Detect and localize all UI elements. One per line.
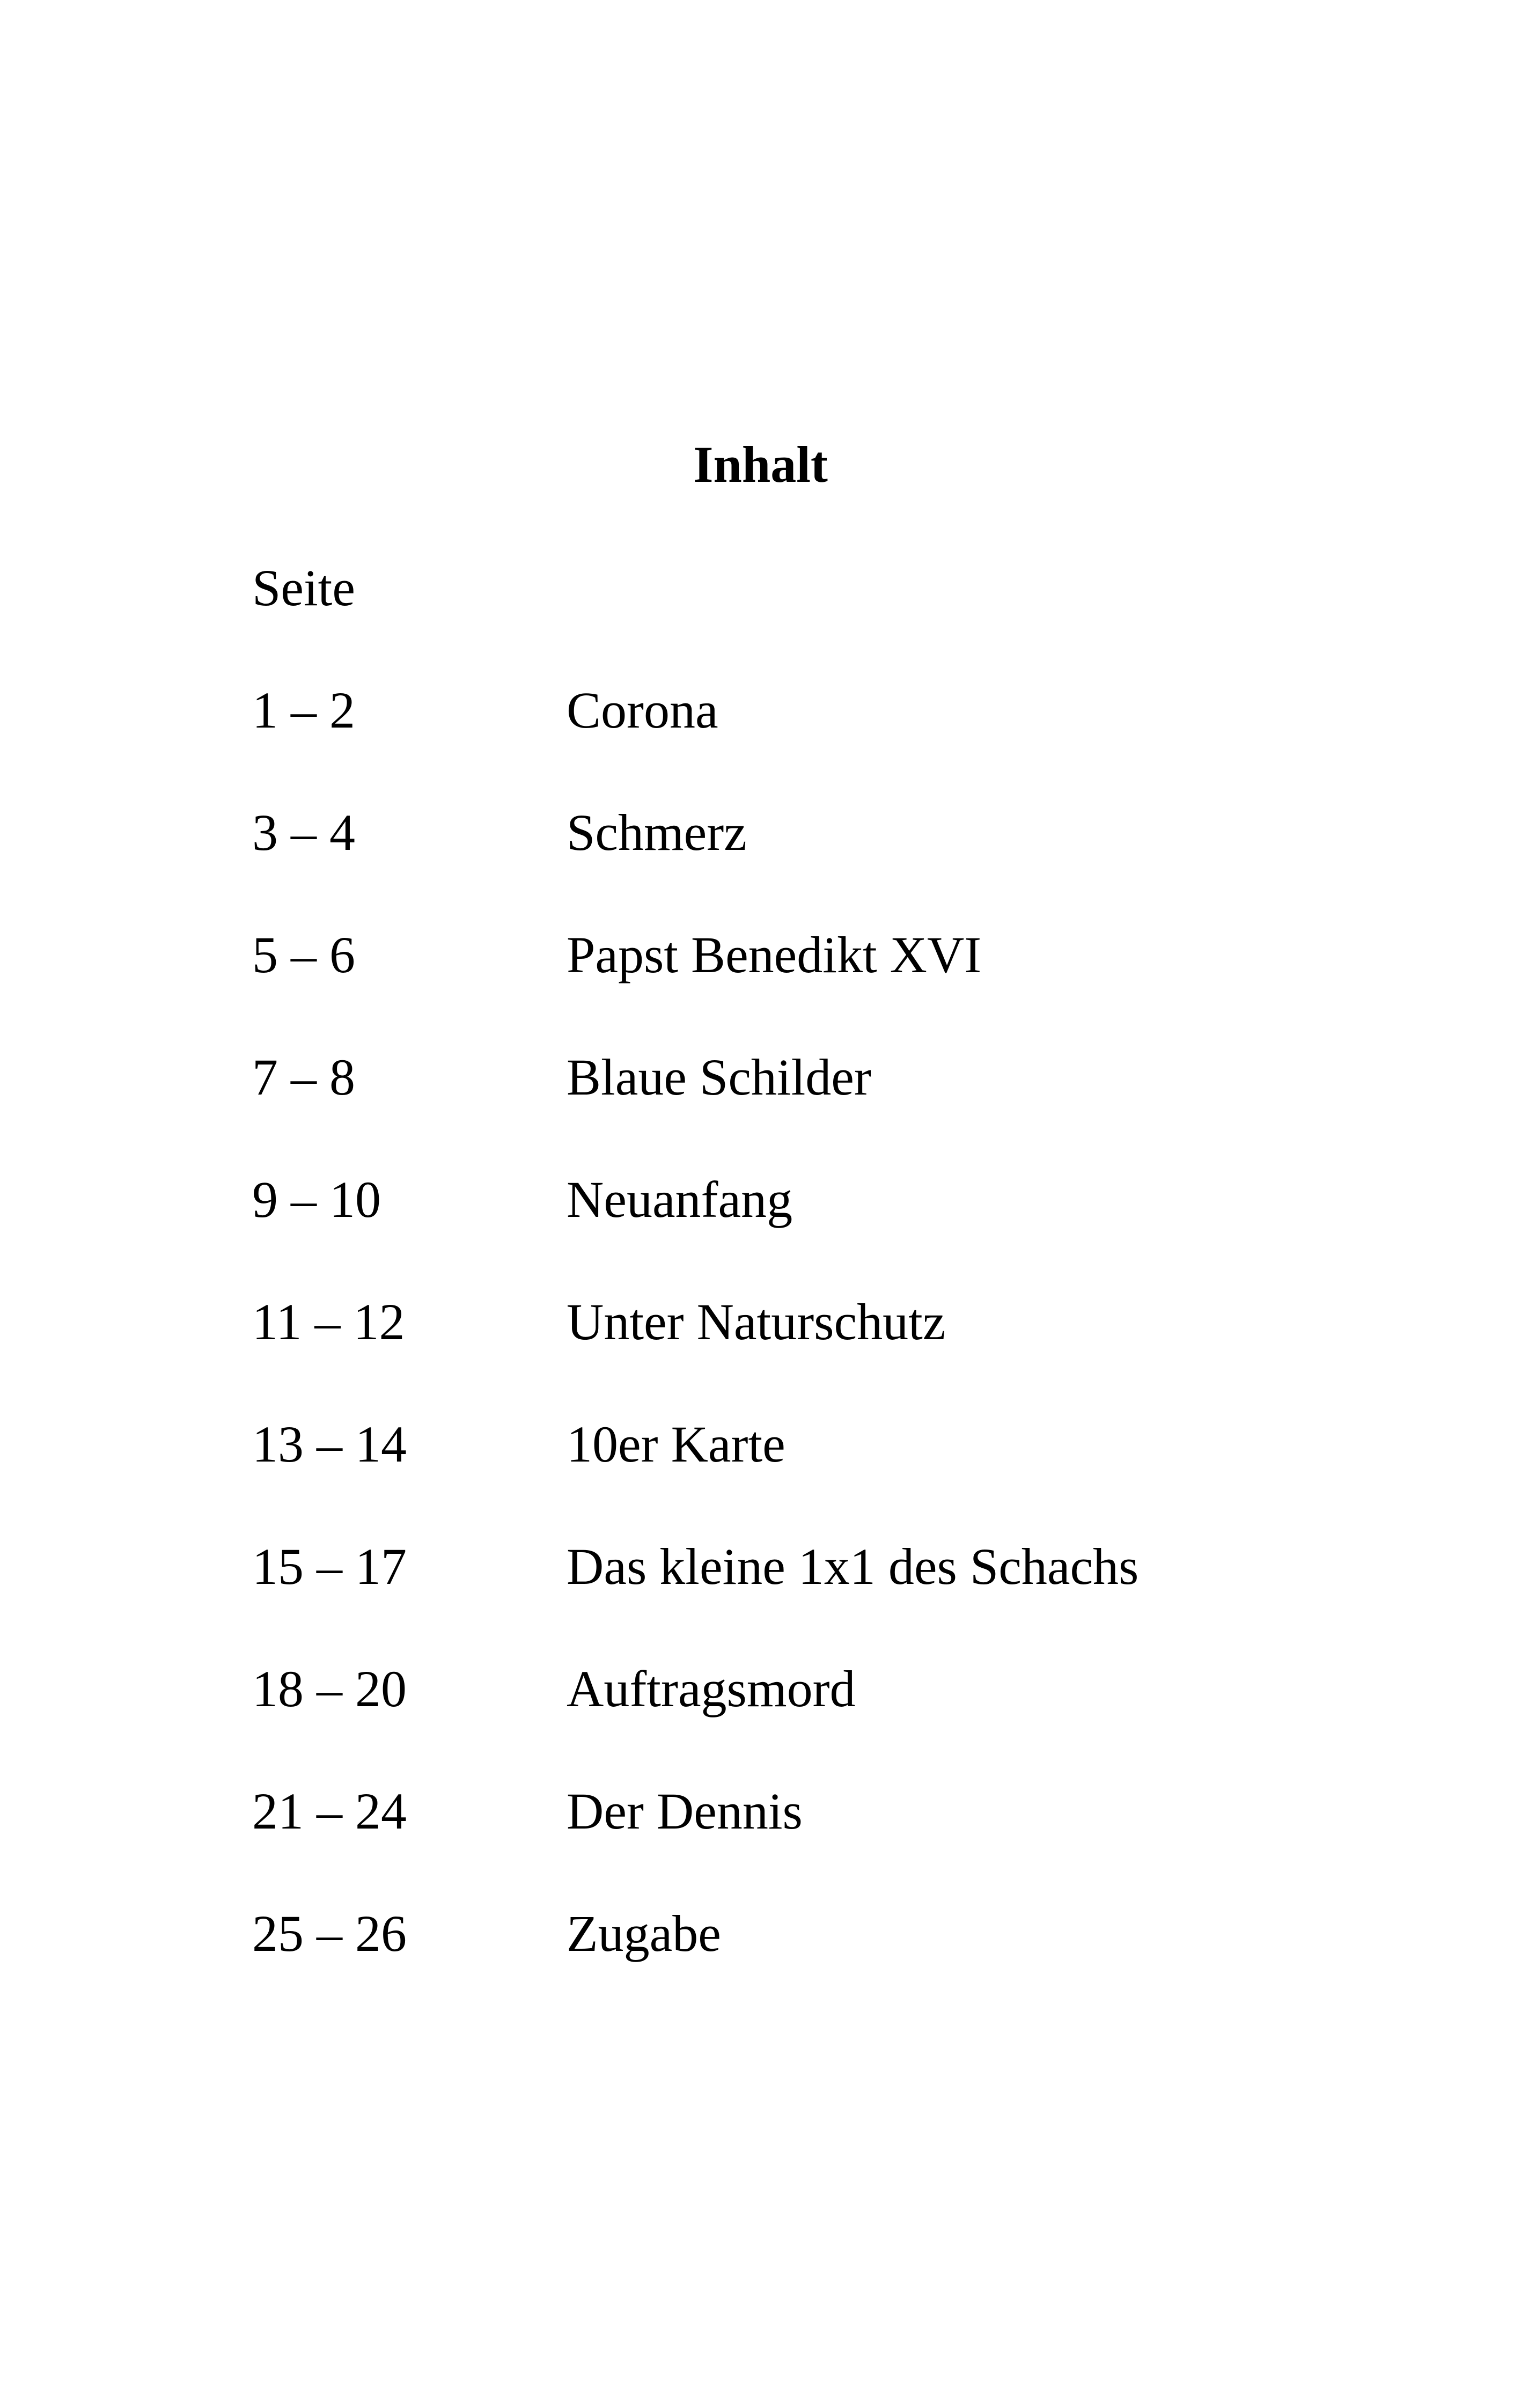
toc-page-range: 21 – 24 [252, 1782, 407, 1840]
toc-page-range: 7 – 8 [252, 1048, 355, 1106]
toc-entry [252, 1657, 1432, 1779]
toc-entry [252, 678, 1432, 801]
toc-entry [252, 1779, 1432, 1902]
toc-chapter-title: Zugabe [567, 1905, 721, 1962]
toc-page-range: 13 – 14 [252, 1415, 407, 1473]
toc-page-range: 11 – 12 [252, 1293, 405, 1350]
toc-chapter-title: Unter Naturschutz [567, 1293, 946, 1350]
toc-chapter-title: Das kleine 1x1 des Schachs [567, 1538, 1139, 1595]
toc-chapter-title: Auftragsmord [567, 1660, 856, 1717]
toc-entry [252, 1290, 1432, 1412]
toc-page-range: 9 – 10 [252, 1171, 381, 1228]
toc-chapter-title: 10er Karte [567, 1415, 785, 1473]
table-of-contents [252, 678, 1432, 2024]
toc-page-range: 18 – 20 [252, 1660, 407, 1717]
toc-page-range: 5 – 6 [252, 926, 355, 983]
toc-entry [252, 1535, 1432, 1657]
toc-chapter-title: Neuanfang [567, 1171, 793, 1228]
toc-chapter-title: Corona [567, 681, 718, 739]
page-title: Inhalt [693, 436, 828, 493]
toc-chapter-title: Papst Benedikt XVI [567, 926, 982, 983]
toc-entry [252, 1045, 1432, 1168]
toc-entry [252, 923, 1432, 1045]
toc-chapter-title: Blaue Schilder [567, 1048, 871, 1106]
toc-entry [252, 1902, 1432, 2024]
toc-chapter-title: Der Dennis [567, 1782, 803, 1840]
toc-entry [252, 801, 1432, 923]
toc-entry [252, 1168, 1432, 1290]
toc-page-range: 25 – 26 [252, 1905, 407, 1962]
toc-page-range: 1 – 2 [252, 681, 355, 739]
toc-page-range: 3 – 4 [252, 804, 355, 861]
page-column-label: Seite [252, 559, 355, 616]
toc-chapter-title: Schmerz [567, 804, 747, 861]
toc-page-range: 15 – 17 [252, 1538, 407, 1595]
toc-entry [252, 1412, 1432, 1535]
